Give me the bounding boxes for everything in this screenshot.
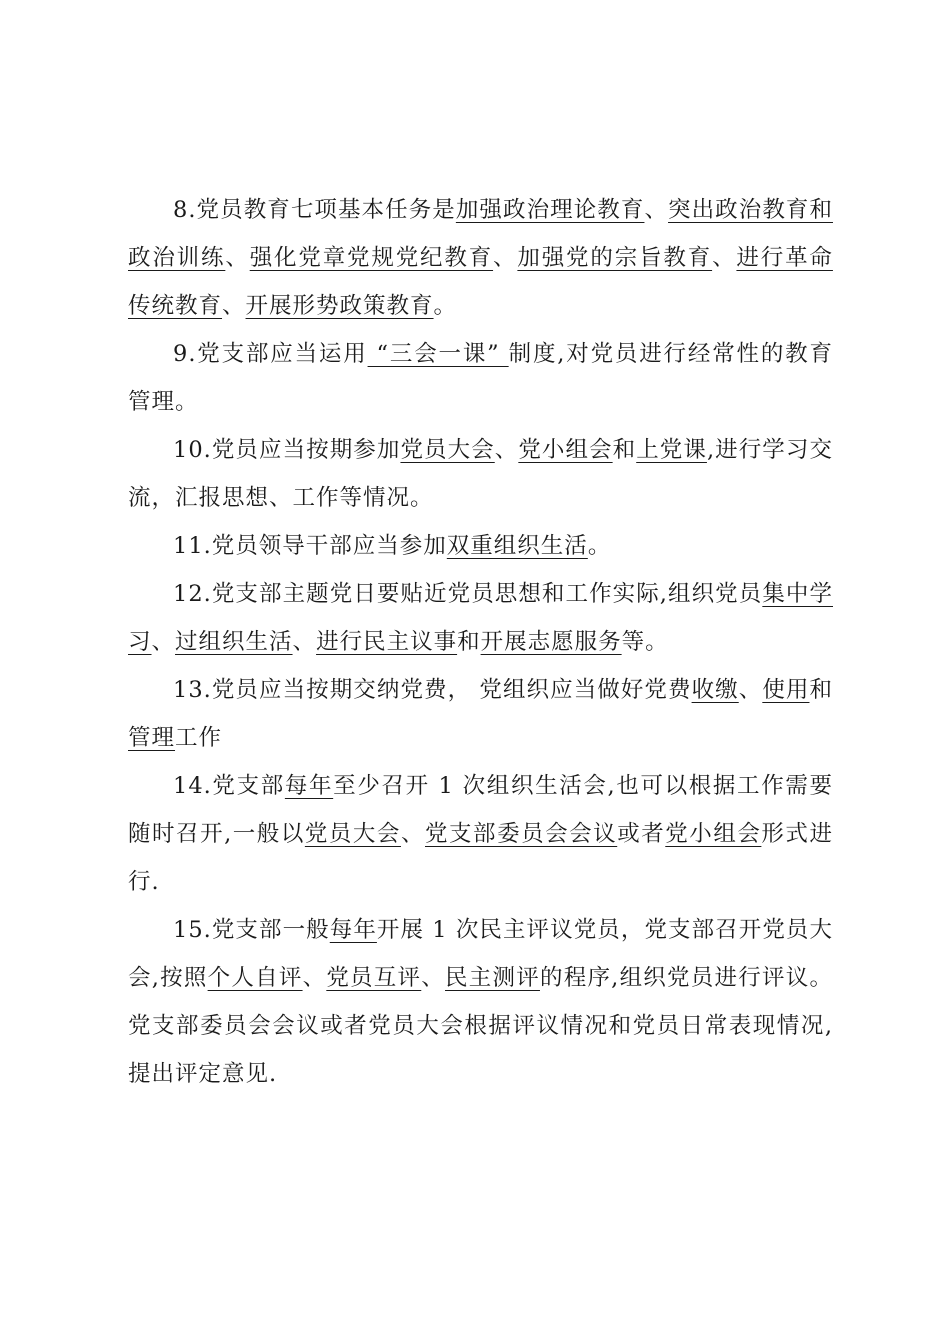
text-segment: 8.党员教育七项基本任务是	[173, 197, 456, 223]
text-segment: 12.党支部主题党日要贴近党员思想和工作实际,组织党员	[173, 581, 763, 607]
text-segment: 的程序,组织党员进行评议。党支部委员会会议或者党员大会根据评议情况和党员日常表现情况,提出评定意见.	[128, 965, 833, 1087]
text-segment: 等。	[621, 629, 669, 655]
paragraph-item-15	[128, 906, 833, 1098]
paragraph-item-14	[128, 762, 833, 906]
text-segment: 、	[644, 197, 669, 223]
underlined-answer: 加强党的宗旨教育	[517, 245, 713, 271]
text-segment: 、	[222, 293, 246, 319]
underlined-answer: 党员大会	[400, 437, 495, 463]
underlined-answer: 双重组织生活	[446, 533, 588, 559]
paragraph-item-13	[128, 666, 833, 762]
underlined-answer: 突出政治教育和政治训练	[128, 197, 833, 271]
text-segment: 、	[738, 677, 763, 703]
paragraph-item-10	[128, 426, 833, 522]
underlined-answer: “三会一课”	[367, 341, 509, 367]
underlined-answer: 上党课	[636, 437, 707, 463]
underlined-answer: 党支部委员会会议	[425, 821, 618, 847]
text-segment: 制度,对党员进行经常性的教育管理。	[128, 341, 834, 415]
text-segment: 、	[302, 965, 327, 991]
text-segment: 、	[494, 437, 519, 463]
underlined-answer: 进行革命传统教育	[128, 245, 833, 319]
text-segment: 、	[151, 629, 176, 655]
underlined-answer: 开展形势政策教育	[245, 293, 434, 319]
underlined-answer: 收缴	[691, 677, 739, 703]
text-segment: 14.党支部	[173, 773, 285, 799]
underlined-answer: 民主测评	[445, 965, 540, 991]
underlined-answer: 每年	[329, 917, 377, 943]
text-segment: 。	[433, 293, 458, 319]
text-segment: 、	[400, 821, 425, 847]
underlined-answer: 过组织生活	[175, 629, 293, 655]
underlined-answer: 个人自评	[207, 965, 303, 991]
text-segment: 9.党支部应当运用	[173, 341, 368, 367]
text-segment: 工作	[175, 725, 223, 751]
text-segment: 13.党员应当按期交纳党费， 党组织应当做好党费	[173, 677, 692, 703]
underlined-answer: 党员互评	[326, 965, 422, 991]
underlined-answer: 开展志愿服务	[480, 629, 622, 655]
text-segment: 开展 1 次民主评议党员，党支部召开党员大会,按照	[128, 917, 833, 991]
text-segment: 至少召开 1 次组织生活会,也可以根据工作需要随时召开,一般以	[128, 773, 833, 847]
text-segment: 形式进行.	[128, 821, 833, 895]
text-segment: 、	[421, 965, 446, 991]
underlined-answer: 每年	[284, 773, 334, 799]
paragraph-item-12	[128, 570, 833, 666]
underlined-answer: 集中学习	[128, 581, 833, 655]
text-segment: ,进行学习交流，汇报思想、工作等情况。	[128, 437, 833, 511]
text-segment: 、	[225, 245, 250, 271]
paragraph-item-9	[128, 330, 833, 426]
text-segment: 和	[612, 437, 637, 463]
underlined-answer: 使用	[762, 677, 810, 703]
text-segment: 15.党支部一般	[173, 917, 330, 943]
text-segment: 和	[809, 677, 833, 703]
text-segment: 、	[292, 629, 317, 655]
underlined-answer: 党员大会	[304, 821, 401, 847]
underlined-answer: 加强政治理论教育	[455, 197, 645, 223]
underlined-answer: 强化党章党规党纪教育	[249, 245, 494, 271]
underlined-answer: 管理	[128, 725, 176, 751]
paragraph-item-11	[128, 522, 833, 570]
text-segment: 和	[457, 629, 481, 655]
paragraph-item-8	[128, 186, 833, 330]
text-segment: 11.党员领导干部应当参加	[173, 533, 447, 559]
text-segment: 、	[712, 245, 737, 271]
underlined-answer: 党小组会	[665, 821, 762, 847]
text-segment: 。	[587, 533, 612, 559]
text-segment: 或者	[617, 821, 666, 847]
text-segment: 、	[493, 245, 518, 271]
underlined-answer: 党小组会	[518, 437, 613, 463]
underlined-answer: 进行民主议事	[316, 629, 458, 655]
text-segment: 10.党员应当按期参加	[173, 437, 401, 463]
